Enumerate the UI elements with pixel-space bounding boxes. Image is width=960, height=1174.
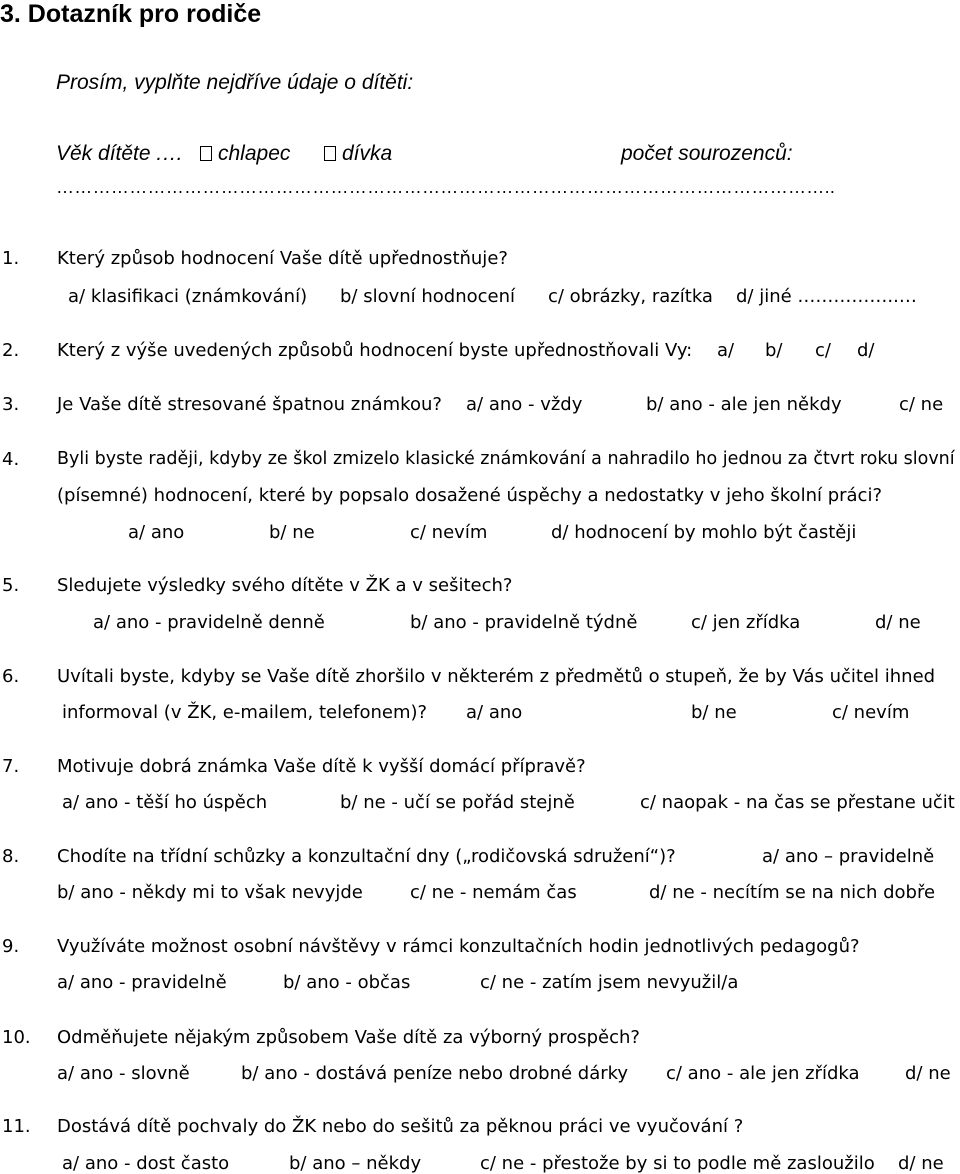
question-number: 6. — [2, 666, 20, 687]
answer-option[interactable]: b/ ano - občas — [283, 972, 411, 993]
answer-option[interactable]: c/ ne - zatím jsem nevyužil/a — [480, 972, 739, 993]
question-text: Využíváte možnost osobní návštěvy v rámci konzultačních hodin jednotlivých pedagogů? — [57, 936, 860, 957]
answer-option[interactable]: c/ naopak - na čas se přestane učit — [640, 792, 955, 813]
checkbox-icon[interactable] — [200, 146, 212, 161]
answer-option[interactable]: d/ ne — [875, 612, 921, 633]
answer-option[interactable]: b/ ano – někdy — [289, 1153, 422, 1174]
boy-option[interactable]: chlapec — [200, 143, 290, 164]
answer-option[interactable]: d/ jiné ……………..… — [736, 286, 917, 307]
answer-option[interactable]: a/ — [717, 340, 735, 361]
answer-option[interactable]: b/ ano - ale jen někdy — [646, 394, 842, 415]
answer-option[interactable]: a/ ano — [466, 702, 523, 723]
answer-option[interactable]: c/ jen zřídka — [691, 612, 801, 633]
question-number: 3. — [2, 394, 20, 415]
answer-option[interactable]: b/ ano - dostává peníze nebo drobné dárky — [241, 1063, 629, 1084]
child-age-field[interactable]: Věk dítěte .… — [56, 142, 184, 165]
answer-option[interactable]: b/ slovní hodnocení — [340, 286, 516, 307]
answer-option[interactable]: a/ ano - pravidelně denně — [93, 612, 325, 633]
question-text: Chodíte na třídní schůzky a konzultační dny („rodičovská sdružení“)? — [57, 846, 676, 867]
question-number: 10. — [2, 1027, 31, 1048]
question-text: Motivuje dobrá známka Vaše dítě k vyšší domácí přípravě? — [57, 756, 586, 777]
answer-option[interactable]: a/ ano - těší ho úspěch — [62, 792, 268, 813]
answer-option[interactable]: c/ ano - ale jen zřídka — [666, 1063, 860, 1084]
checkbox-icon[interactable] — [324, 146, 336, 161]
question-text: Sledujete výsledky svého dítěte v ŽK a v sešitech? — [57, 575, 513, 596]
question-text: Který způsob hodnocení Vaše dítě upřednostňuje? — [57, 248, 508, 269]
answer-option[interactable]: c/ ne — [899, 394, 944, 415]
answer-option[interactable]: b/ ne — [269, 522, 315, 543]
answer-option[interactable]: d/ ne — [905, 1063, 951, 1084]
answer-option[interactable]: c/ nevím — [410, 522, 488, 543]
question-number: 1. — [2, 248, 20, 269]
question-text: Který z výše uvedených způsobů hodnocení byste upřednostňovali Vy: — [57, 340, 693, 361]
question-text: Je Vaše dítě stresované špatnou známkou? — [57, 394, 442, 415]
question-text-continued: (písemné) hodnocení, které by popsalo dosažené úspěchy a nedostatky v jeho školní práci? — [57, 485, 883, 506]
siblings-label: počet sourozenců: — [621, 142, 793, 165]
answer-option[interactable]: d/ ne - necítím se na nich dobře — [649, 882, 936, 903]
question-number: 7. — [2, 756, 20, 777]
page-title: 3. Dotazník pro rodiče — [0, 0, 262, 28]
answer-option[interactable]: b/ ano - někdy mi to však nevyjde — [57, 882, 363, 903]
answer-option[interactable]: a/ klasifikaci (známkování) — [68, 286, 308, 307]
question-number: 2. — [2, 340, 20, 361]
question-number: 4. — [2, 449, 20, 470]
answer-option[interactable]: a/ ano – pravidelně — [762, 846, 935, 867]
answer-option[interactable]: c/ obrázky, razítka — [548, 286, 713, 307]
answer-option[interactable]: a/ ano - pravidelně — [57, 972, 227, 993]
answer-option[interactable]: c/ — [815, 340, 831, 361]
siblings-dots-line[interactable]: ……………………………………………………………………………………………………………….. — [56, 178, 836, 196]
answer-option[interactable]: d/ — [857, 340, 875, 361]
question-text-continued: informoval (v ŽK, e-mailem, telefonem)? — [62, 702, 428, 723]
question-text: Dostává dítě pochvaly do ŽK nebo do sešitů za pěknou práci ve vyučování ? — [57, 1116, 744, 1137]
answer-option[interactable]: a/ ano - slovně — [57, 1063, 190, 1084]
answer-option[interactable]: b/ ano - pravidelně týdně — [410, 612, 638, 633]
girl-option[interactable]: dívka — [324, 143, 392, 164]
answer-option[interactable]: d/ hodnocení by mohlo být častěji — [551, 522, 857, 543]
question-number: 5. — [2, 575, 20, 596]
answer-option[interactable]: c/ ne - přestože by si to podle mě zasloužilo — [480, 1153, 875, 1174]
question-number: 9. — [2, 936, 20, 957]
answer-option[interactable]: b/ — [765, 340, 783, 361]
answer-option[interactable]: b/ ne — [691, 702, 737, 723]
answer-option[interactable]: c/ nevím — [832, 702, 910, 723]
answer-option[interactable]: a/ ano - dost často — [62, 1153, 230, 1174]
intro-text: Prosím, vyplňte nejdříve údaje o dítěti: — [56, 71, 414, 94]
question-number: 11. — [2, 1116, 31, 1137]
answer-option[interactable]: a/ ano — [128, 522, 185, 543]
answer-option[interactable]: a/ ano - vždy — [466, 394, 583, 415]
question-text: Odměňujete nějakým způsobem Vaše dítě za výborný prospěch? — [57, 1027, 640, 1048]
answer-option[interactable]: b/ ne - učí se pořád stejně — [340, 792, 575, 813]
answer-option[interactable]: c/ ne - nemám čas — [410, 882, 577, 903]
answer-option[interactable]: d/ ne — [898, 1153, 944, 1174]
question-text: Uvítali byste, kdyby se Vaše dítě zhoršilo v některém z předmětů o stupeň, že by Vás učitel ihned — [57, 666, 936, 687]
question-number: 8. — [2, 846, 20, 867]
question-text: Byli byste raději, kdyby ze škol zmizelo klasické známkování a nahradilo ho jednou za čtvrt roku slovní — [57, 449, 955, 469]
